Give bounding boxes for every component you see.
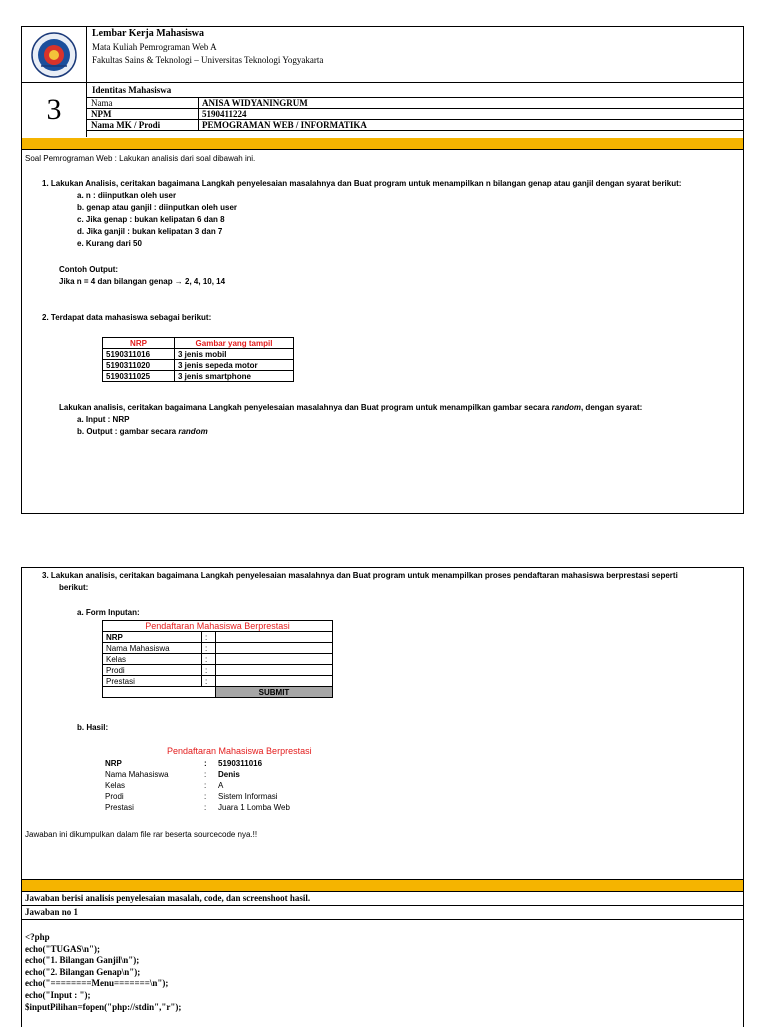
code-line: echo("========Menu=======\n"); [25,978,169,989]
form-field-label: Prodi [103,665,202,676]
sheet-title: Lembar Kerja Mahasiswa [92,28,205,39]
answer-header: Jawaban berisi analisis penyelesaian masalah, code, dan screenshoot hasil. [25,893,311,903]
result-colon: : [204,781,207,790]
university-logo-icon [31,32,77,78]
worksheet-page-1 [21,26,744,514]
prestasi-input[interactable] [216,676,333,687]
table-row [103,349,294,360]
form-label: a. Form Inputan: [77,608,140,617]
identity-row-course [87,119,743,131]
table-row [103,360,294,371]
table-header: Gambar yang tampil [175,338,294,349]
identity-value: PEMOGRAMAN WEB / INFORMATIKA [202,120,367,130]
registration-form [102,620,333,698]
table-cell: 5190311025 [103,371,175,382]
q2-instruction: Lakukan analisis, ceritakan bagaimana Langkah penyelesaian masalahnya dan Buat program untuk menampilkan gambar secara random, dengan syarat: [59,403,643,412]
code-line: echo("TUGAS\n"); [25,943,100,954]
form-colon: : [202,654,216,665]
accent-bar [22,879,743,892]
faculty-name: Fakultas Sains & Teknologi – Universitas Teknologi Yogyakarta [92,55,324,65]
table-header: NRP [103,338,175,349]
worksheet-page-2 [21,567,744,1027]
form-row-nrp [103,632,333,643]
code-line: $inputPilihan=fopen("php://stdin","r"); [25,1001,182,1012]
form-row-prodi [103,665,333,676]
question-3: 3. Lakukan analisis, ceritakan bagaimana Langkah penyelesaian masalahnya dan Buat program untuk menampilkan proses pendaftaran mahasiswa berprestasi seperti [42,571,678,580]
logo-cell [22,27,87,83]
sheet-number: 3 [22,83,87,137]
form-field-label: NRP [103,632,202,643]
accent-bar [22,138,743,150]
table-cell: 3 jenis sepeda motor [175,360,294,371]
intro-text: Soal Pemrograman Web : Lakukan analisis dari soal dibawah ini. [25,154,256,163]
answer-title: Jawaban no 1 [25,907,79,917]
course-name: Mata Kuliah Pemrograman Web A [92,42,217,52]
result-colon: : [204,803,207,812]
nama-input[interactable] [216,643,333,654]
form-colon: : [202,632,216,643]
result-field-label: Prodi [105,792,124,801]
code-line: <?php [25,932,50,942]
submission-note: Jawaban ini dikumpulkan dalam file rar beserta sourcecode nya.!! [25,830,258,839]
identity-label: Nama MK / Prodi [91,120,161,130]
code-line: echo("1. Bilangan Ganjil\n"); [25,955,140,966]
kelas-input[interactable] [216,654,333,665]
question-3-cont: berikut: [59,583,89,592]
table-header-row [103,338,294,349]
result-field-label: Nama Mahasiswa [105,770,169,779]
table-row [103,371,294,382]
code-line: echo("2. Bilangan Genap\n"); [25,966,141,977]
form-field-label: Prestasi [103,676,202,687]
result-title: Pendaftaran Mahasiswa Berprestasi [167,746,312,756]
form-field-label: Nama Mahasiswa [103,643,202,654]
form-field-label: Kelas [103,654,202,665]
identity-row-name [87,97,743,108]
table-cell: 3 jenis smartphone [175,371,294,382]
result-field-label: Prestasi [105,803,134,812]
prodi-input[interactable] [216,665,333,676]
result-value: Juara 1 Lomba Web [218,803,290,812]
result-field-label: Kelas [105,781,126,790]
submit-button[interactable]: SUBMIT [216,687,333,698]
form-row-nama [103,643,333,654]
identity-title: Identitas Mahasiswa [92,85,172,95]
result-value: Denis [218,770,240,779]
form-colon: : [202,643,216,654]
result-colon: : [204,759,207,768]
result-colon: : [204,770,207,779]
q1-item: e. Kurang dari 50 [77,239,142,248]
table-cell: 5190311016 [103,349,175,360]
identity-label: NPM [91,109,112,119]
nrp-input[interactable] [216,632,333,643]
q1-item: c. Jika genap : bukan kelipatan 6 dan 8 [77,215,225,224]
q1-item: d. Jika ganjil : bukan kelipatan 3 dan 7 [77,227,223,236]
form-colon: : [202,665,216,676]
form-title: Pendaftaran Mahasiswa Berprestasi [103,621,333,632]
identity-label: Nama [91,98,113,108]
result-value: Sistem Informasi [218,792,278,801]
code-line: echo("Input : "); [25,990,91,1000]
identity-value: 5190411224 [202,109,247,119]
form-row-prestasi [103,676,333,687]
form-row-kelas [103,654,333,665]
q2-item-output: b. Output : gambar secara random [77,427,208,436]
table-cell: 3 jenis mobil [175,349,294,360]
q2-item-input: a. Input : NRP [77,415,130,424]
identity-value: ANISA WIDYANINGRUM [202,98,308,108]
table-cell: 5190311020 [103,360,175,371]
result-value: A [218,781,224,790]
question-1: 1. Lakukan Analisis, ceritakan bagaimana Langkah penyelesaian masalahnya dan Buat program untuk menampilkan n bilangan genap atau ganjil dengan syarat berikut: [42,179,682,188]
example-label: Contoh Output: [59,265,119,274]
student-data-table [102,337,294,382]
result-value: 5190311016 [218,759,263,768]
identity-row-npm [87,108,743,119]
q1-item: a. n : diinputkan oleh user [77,191,177,200]
result-colon: : [204,792,207,801]
result-label: b. Hasil: [77,723,109,732]
q1-item: b. genap atau ganjil : diinputkan oleh user [77,203,238,212]
result-field-label: NRP [105,759,122,768]
form-colon: : [202,676,216,687]
question-2: 2. Terdapat data mahasiswa sebagai berikut: [42,313,212,322]
example-output: Jika n = 4 dan bilangan genap → 2, 4, 10, 14 [59,277,226,286]
